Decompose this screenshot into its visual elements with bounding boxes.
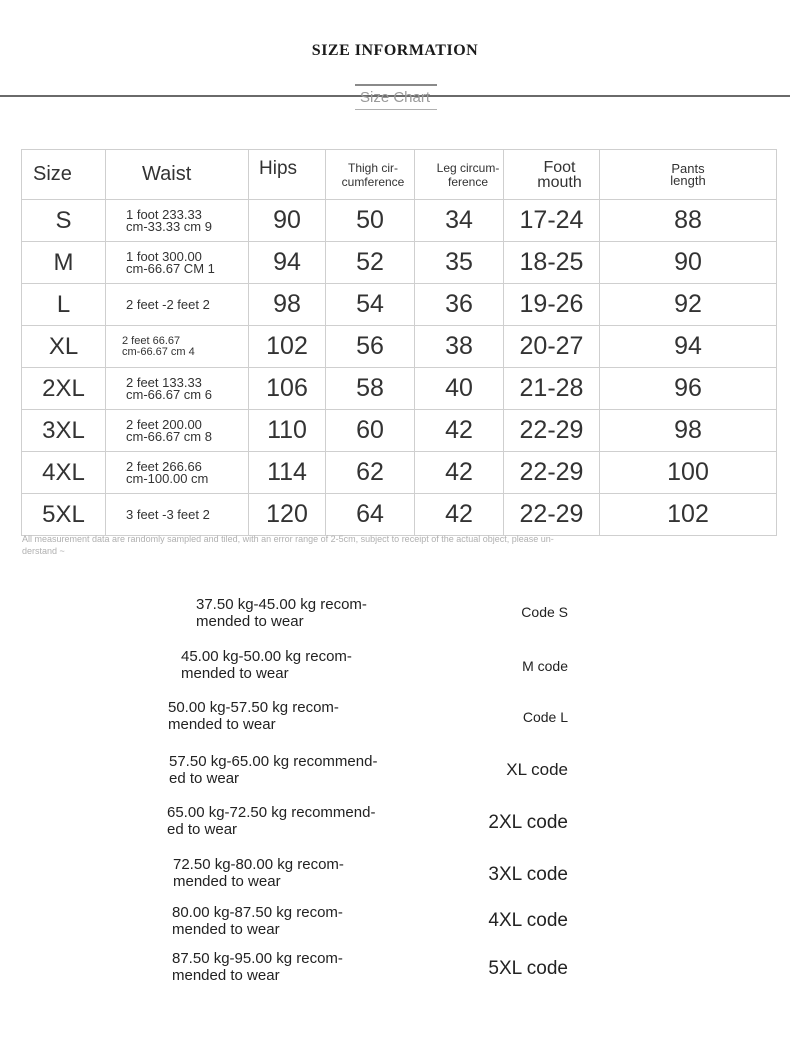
cell-size: 2XL (22, 368, 106, 410)
cell-foot-mouth: 22-29 (504, 452, 600, 494)
cell-foot-mouth: 21-28 (504, 368, 600, 410)
size-code-3xl: 3XL code (488, 864, 568, 885)
col-header-leg: Leg circum- ference (415, 150, 504, 200)
cell-size: 5XL (22, 494, 106, 536)
cell-thigh: 58 (326, 368, 415, 410)
cell-hips: 102 (249, 326, 326, 368)
cell-pants-length: 96 (600, 368, 777, 410)
cell-foot-mouth: 20-27 (504, 326, 600, 368)
cell-size: XL (22, 326, 106, 368)
weight-range-m: 45.00 kg-50.00 kg recom- mended to wear (181, 648, 352, 682)
cell-leg: 42 (415, 494, 504, 536)
cell-pants-length: 102 (600, 494, 777, 536)
size-chart-subtitle: Size Chart (359, 89, 431, 106)
cell-thigh: 56 (326, 326, 415, 368)
table-row (22, 452, 777, 494)
cell-size: S (22, 200, 106, 242)
cell-leg: 34 (415, 200, 504, 242)
cell-leg: 35 (415, 242, 504, 284)
cell-waist: 3 feet -3 feet 2 (106, 494, 249, 536)
cell-size: 4XL (22, 452, 106, 494)
size-code-4xl: 4XL code (488, 910, 568, 931)
cell-foot-mouth: 22-29 (504, 494, 600, 536)
cell-hips: 90 (249, 200, 326, 242)
col-header-hips: Hips (249, 150, 326, 200)
cell-waist: 2 feet 66.67 cm-66.67 cm 4 (106, 326, 249, 368)
cell-hips: 98 (249, 284, 326, 326)
col-header-pants-length: Pants length (600, 150, 777, 200)
table-row (22, 326, 777, 368)
weight-range-s: 37.50 kg-45.00 kg recom- mended to wear (196, 596, 367, 630)
cell-thigh: 62 (326, 452, 415, 494)
cell-hips: 120 (249, 494, 326, 536)
table-row (22, 284, 777, 326)
weight-range-2xl: 65.00 kg-72.50 kg recommend- ed to wear (167, 804, 376, 838)
cell-thigh: 54 (326, 284, 415, 326)
cell-pants-length: 92 (600, 284, 777, 326)
cell-size: M (22, 242, 106, 284)
cell-leg: 42 (415, 410, 504, 452)
size-code-l: Code L (522, 709, 568, 725)
weight-range-5xl: 87.50 kg-95.00 kg recom- mended to wear (172, 950, 343, 984)
cell-foot-mouth: 18-25 (504, 242, 600, 284)
weight-range-4xl: 80.00 kg-87.50 kg recom- mended to wear (172, 904, 343, 938)
col-header-foot-mouth: Foot mouth (504, 150, 600, 200)
cell-waist: 1 foot 233.33 cm-33.33 cm 9 (106, 200, 249, 242)
cell-pants-length: 98 (600, 410, 777, 452)
table-row (22, 410, 777, 452)
col-header-thigh: Thigh cir- cumference (326, 150, 415, 200)
cell-hips: 94 (249, 242, 326, 284)
weight-range-l: 50.00 kg-57.50 kg recom- mended to wear (168, 699, 339, 733)
col-header-size: Size (22, 150, 106, 200)
table-header-row (22, 150, 777, 200)
cell-thigh: 60 (326, 410, 415, 452)
cell-waist: 2 feet 133.33 cm-66.67 cm 6 (106, 368, 249, 410)
cell-leg: 42 (415, 452, 504, 494)
cell-leg: 36 (415, 284, 504, 326)
weight-range-3xl: 72.50 kg-80.00 kg recom- mended to wear (173, 856, 344, 890)
cell-pants-length: 94 (600, 326, 777, 368)
cell-thigh: 52 (326, 242, 415, 284)
cell-waist: 2 feet 200.00 cm-66.67 cm 8 (106, 410, 249, 452)
cell-leg: 38 (415, 326, 504, 368)
table-row (22, 494, 777, 536)
table-row (22, 368, 777, 410)
cell-hips: 110 (249, 410, 326, 452)
cell-foot-mouth: 22-29 (504, 410, 600, 452)
cell-size: 3XL (22, 410, 106, 452)
table-row (22, 200, 777, 242)
title-underline (355, 84, 437, 86)
size-code-xl: XL code (506, 760, 568, 779)
measurement-note: All measurement data are randomly sampled and tiled, with an error range of 2-5cm, subject to receipt of the actual object, please un- derstand ~ (22, 534, 554, 556)
cell-waist: 2 feet -2 feet 2 (106, 284, 249, 326)
cell-pants-length: 100 (600, 452, 777, 494)
cell-foot-mouth: 17-24 (504, 200, 600, 242)
size-code-m: M code (522, 658, 568, 674)
cell-waist: 2 feet 266.66 cm-100.00 cm (106, 452, 249, 494)
cell-pants-length: 88 (600, 200, 777, 242)
cell-hips: 114 (249, 452, 326, 494)
size-table (21, 149, 777, 536)
cell-hips: 106 (249, 368, 326, 410)
size-code-2xl: 2XL code (488, 812, 568, 833)
cell-pants-length: 90 (600, 242, 777, 284)
weight-range-xl: 57.50 kg-65.00 kg recommend- ed to wear (169, 753, 378, 787)
cell-thigh: 64 (326, 494, 415, 536)
cell-thigh: 50 (326, 200, 415, 242)
cell-waist: 1 foot 300.00 cm-66.67 CM 1 (106, 242, 249, 284)
cell-size: L (22, 284, 106, 326)
page-title: SIZE INFORMATION (311, 42, 479, 59)
size-code-5xl: 5XL code (488, 958, 568, 979)
cell-foot-mouth: 19-26 (504, 284, 600, 326)
subtitle-underline (355, 109, 437, 110)
table-row (22, 242, 777, 284)
cell-leg: 40 (415, 368, 504, 410)
col-header-waist: Waist (106, 150, 249, 200)
size-code-s: Code S (521, 604, 568, 620)
